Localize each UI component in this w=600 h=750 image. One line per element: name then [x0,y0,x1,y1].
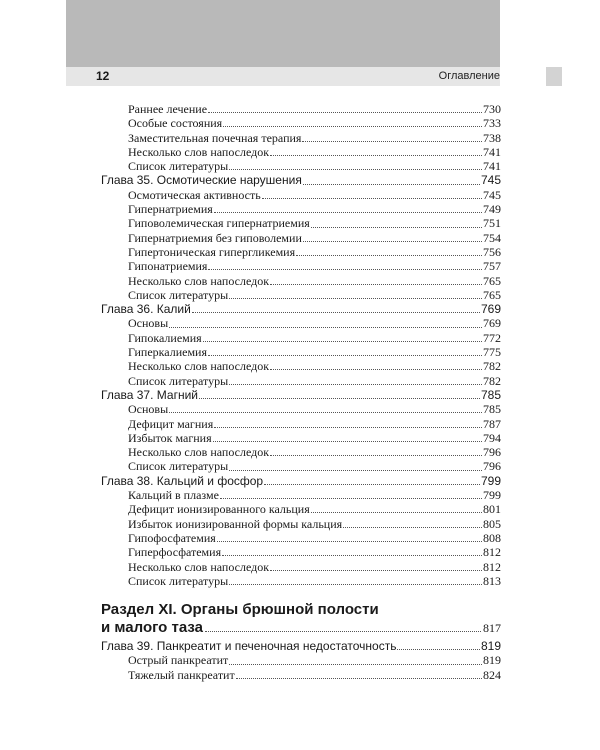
toc-entry[interactable]: Основы 785 [128,402,501,417]
toc-entry[interactable]: Несколько слов напоследок 796 [128,445,501,460]
toc-chapter-35[interactable]: Глава 35. Осмотические нарушения 745 [101,173,501,188]
toc-entry[interactable]: Список литературы 782 [128,373,501,388]
toc-entry[interactable]: Гипофосфатемия 808 [128,530,501,545]
toc-entry[interactable]: Список литературы 741 [128,159,501,174]
toc-entry[interactable]: Тяжелый панкреатит 824 [128,667,501,682]
toc-entry[interactable]: Гипернатриемия без гиповолемии 754 [128,230,501,245]
toc-entry[interactable]: Кальций в плазме 799 [128,488,501,503]
header-gray-band [66,0,500,67]
toc-entry[interactable]: Осмотическая активность 745 [128,187,501,202]
toc-chapter-39[interactable]: Глава 39. Панкреатит и печеночная недостаточность 819 [101,639,501,654]
toc-chapter-36[interactable]: Глава 36. Калий 769 [101,302,501,317]
toc-part-11-title[interactable]: Раздел XI. Органы брюшной полости [101,601,379,619]
toc-entry[interactable]: Гипернатриемия 749 [128,202,501,217]
toc-entry[interactable]: Заместительная почечная терапия 738 [128,130,501,145]
toc-part-11-line2[interactable]: и малого таза 817 [101,619,501,637]
table-of-contents [101,102,501,682]
toc-entry[interactable]: Несколько слов напоследок 765 [128,273,501,288]
toc-entry[interactable]: Несколько слов напоследок 782 [128,359,501,374]
toc-chapter-37[interactable]: Глава 37. Магний 785 [101,387,501,402]
header-side-tab [546,67,562,86]
toc-entry[interactable]: Раннее лечение 730 [128,102,501,116]
toc-entry[interactable]: Основы 769 [128,316,501,331]
toc-entry[interactable]: Острый панкреатит 819 [128,653,501,668]
toc-entry[interactable]: Список литературы 796 [128,459,501,474]
running-head-title: Оглавление [438,70,500,82]
toc-entry[interactable]: Список литературы 813 [128,573,501,588]
toc-entry[interactable]: Список литературы 765 [128,287,501,302]
toc-entry[interactable]: Гипокалиемия 772 [128,330,501,345]
toc-entry[interactable]: Гиповолемическая гипернатриемия 751 [128,216,501,231]
toc-section-block1 [101,102,501,173]
toc-chapter-38[interactable]: Глава 38. Кальций и фосфор 799 [101,473,501,488]
page-number: 12 [96,69,110,83]
toc-entry[interactable]: Избыток магния 794 [128,430,501,445]
toc-entry[interactable]: Гиперкалиемия 775 [128,345,501,360]
toc-entry[interactable]: Гиперфосфатемия 812 [128,545,501,560]
toc-entry[interactable]: Гипонатриемия 757 [128,259,501,274]
toc-entry[interactable]: Дефицит магния 787 [128,416,501,431]
toc-entry[interactable]: Избыток ионизированной формы кальция 805 [128,516,501,531]
toc-entry[interactable]: Несколько слов напоследок 812 [128,559,501,574]
toc-entry[interactable]: Гипертоническая гипергликемия 756 [128,244,501,259]
toc-entry[interactable]: Несколько слов напоследок 741 [128,144,501,159]
toc-entry[interactable]: Дефицит ионизированного кальция 801 [128,502,501,517]
running-header [66,67,500,86]
toc-entry[interactable]: Особые состояния 733 [128,116,501,131]
